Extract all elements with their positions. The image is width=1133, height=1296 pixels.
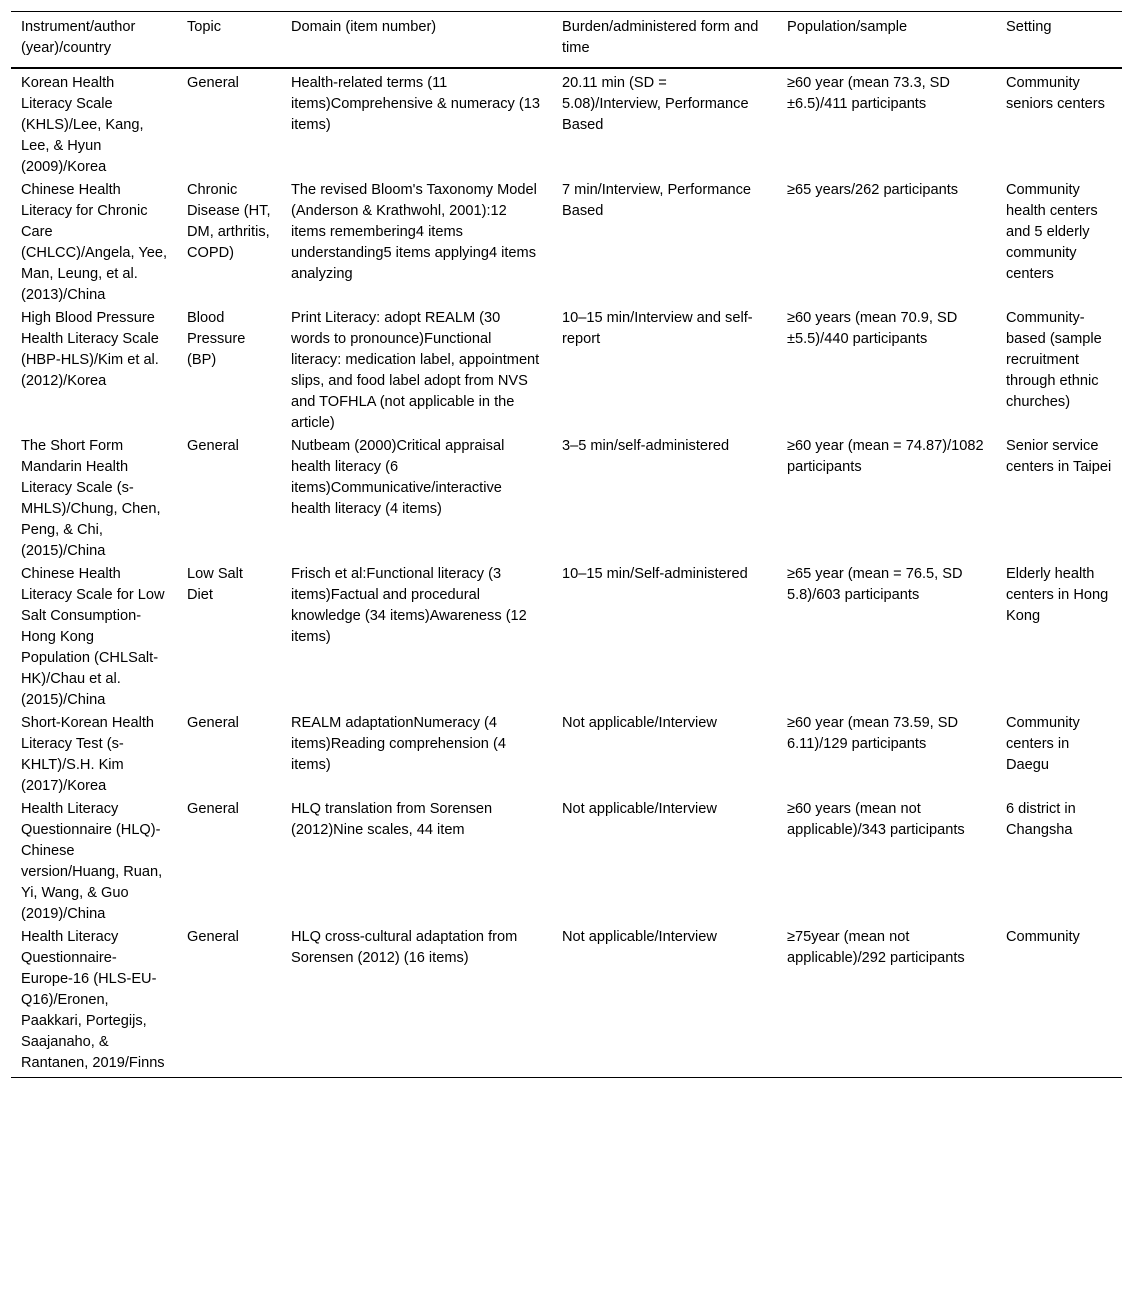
table-row bbox=[11, 926, 1122, 1078]
cell-domain: Nutbeam (2000)Critical appraisal health literacy (6 items)Communicative/interactive health literacy (4 items) bbox=[291, 438, 505, 517]
table-container bbox=[11, 11, 1122, 1078]
header-instrument: Instrument/author (year)/country bbox=[21, 19, 136, 56]
table-row bbox=[11, 563, 1122, 712]
cell-setting: 6 district in Changsha bbox=[1006, 801, 1076, 838]
cell-domain: REALM adaptationNumeracy (4 items)Reading comprehension (4 items) bbox=[291, 715, 506, 773]
cell-burden: Not applicable/Interview bbox=[562, 801, 717, 817]
cell-setting: Elderly health centers in Hong Kong bbox=[1006, 566, 1109, 624]
header-population: Population/sample bbox=[787, 19, 908, 35]
cell-topic: General bbox=[187, 801, 239, 817]
cell-setting: Community-based (sample recruitment through ethnic churches) bbox=[1006, 310, 1102, 410]
cell-topic: General bbox=[187, 715, 239, 731]
cell-domain: Print Literacy: adopt REALM (30 words to pronounce)Functional literacy: medication label, appointment slips, and food label adopt from NVS and TOFHLA (not applicable in the article) bbox=[291, 310, 540, 431]
table-row bbox=[11, 798, 1122, 926]
cell-domain: HLQ cross-cultural adaptation from Sorensen (2012) (16 items) bbox=[291, 929, 518, 966]
cell-burden: 10–15 min/Interview and self-report bbox=[562, 310, 753, 347]
cell-population: ≥65 year (mean = 76.5, SD 5.8)/603 participants bbox=[787, 566, 963, 603]
cell-population: ≥60 years (mean 70.9, SD ±5.5)/440 participants bbox=[787, 310, 958, 347]
cell-instrument: Health Literacy Questionnaire (HLQ)-Chinese version/Huang, Ruan, Yi, Wang, & Guo (2019)/China bbox=[21, 801, 163, 922]
cell-topic: Blood Pressure (BP) bbox=[187, 310, 246, 368]
header-row bbox=[11, 12, 1122, 69]
cell-population: ≥60 year (mean = 74.87)/1082 participants bbox=[787, 438, 984, 475]
table-row bbox=[11, 712, 1122, 798]
table-row bbox=[11, 307, 1122, 435]
cell-setting: Community health centers and 5 elderly community centers bbox=[1006, 182, 1098, 282]
cell-population: ≥60 years (mean not applicable)/343 participants bbox=[787, 801, 965, 838]
cell-setting: Senior service centers in Taipei bbox=[1006, 438, 1112, 475]
table-header bbox=[11, 12, 1122, 69]
table-body bbox=[11, 68, 1122, 1078]
cell-population: ≥60 year (mean 73.3, SD ±6.5)/411 participants bbox=[787, 75, 950, 112]
health-literacy-instruments-table bbox=[11, 11, 1122, 1078]
cell-instrument: The Short Form Mandarin Health Literacy Scale (s-MHLS)/Chung, Chen, Peng, & Chi, (2015)/China bbox=[21, 438, 161, 559]
table-row bbox=[11, 435, 1122, 563]
cell-burden: Not applicable/Interview bbox=[562, 715, 717, 731]
cell-topic: Low Salt Diet bbox=[187, 566, 243, 603]
cell-instrument: Health Literacy Questionnaire-Europe-16 (HLS-EU-Q16)/Eronen, Paakkari, Portegijs, Saajanaho, & Rantanen, 2019/Finns bbox=[21, 929, 165, 1071]
cell-instrument: Korean Health Literacy Scale (KHLS)/Lee, Kang, Lee, & Hyun (2009)/Korea bbox=[21, 75, 144, 175]
cell-topic: General bbox=[187, 438, 239, 454]
cell-burden: 10–15 min/Self-administered bbox=[562, 566, 748, 582]
table-row bbox=[11, 179, 1122, 307]
cell-burden: 20.11 min (SD = 5.08)/Interview, Performance Based bbox=[562, 75, 749, 133]
cell-topic: Chronic Disease (HT, DM, arthritis, COPD) bbox=[187, 182, 271, 261]
cell-domain: HLQ translation from Sorensen (2012)Nine scales, 44 item bbox=[291, 801, 493, 838]
cell-population: ≥60 year (mean 73.59, SD 6.11)/129 participants bbox=[787, 715, 959, 752]
cell-topic: General bbox=[187, 75, 239, 91]
cell-instrument: Chinese Health Literacy for Chronic Care (CHLCC)/Angela, Yee, Man, Leung, et al. (2013)/China bbox=[21, 182, 168, 303]
cell-instrument: High Blood Pressure Health Literacy Scale (HBP-HLS)/Kim et al. (2012)/Korea bbox=[21, 310, 159, 389]
cell-instrument: Short-Korean Health Literacy Test (s-KHLT)/S.H. Kim (2017)/Korea bbox=[21, 715, 155, 794]
table-row bbox=[11, 68, 1122, 179]
cell-domain: Health-related terms (11 items)Comprehensive & numeracy (13 items) bbox=[291, 75, 540, 133]
cell-instrument: Chinese Health Literacy Scale for Low Salt Consumption-Hong Kong Population (CHLSalt-HK)/Chau et al. (2015)/China bbox=[21, 566, 165, 708]
cell-setting: Community centers in Daegu bbox=[1006, 715, 1080, 773]
header-setting: Setting bbox=[1006, 19, 1052, 35]
cell-burden: 7 min/Interview, Performance Based bbox=[562, 182, 751, 219]
cell-topic: General bbox=[187, 929, 239, 945]
cell-burden: 3–5 min/self-administered bbox=[562, 438, 730, 454]
cell-domain: The revised Bloom's Taxonomy Model (Anderson & Krathwohl, 2001):12 items remembering4 items understanding5 items applying4 items analyzing bbox=[291, 182, 537, 282]
cell-population: ≥75year (mean not applicable)/292 participants bbox=[787, 929, 965, 966]
cell-setting: Community seniors centers bbox=[1006, 75, 1105, 112]
cell-domain: Frisch et al:Functional literacy (3 items)Factual and procedural knowledge (34 items)Awareness (12 items) bbox=[291, 566, 527, 645]
cell-population: ≥65 years/262 participants bbox=[787, 182, 959, 198]
header-topic: Topic bbox=[187, 19, 222, 35]
cell-burden: Not applicable/Interview bbox=[562, 929, 717, 945]
header-domain: Domain (item number) bbox=[291, 19, 437, 35]
header-burden: Burden/administered form and time bbox=[562, 19, 759, 56]
cell-setting: Community bbox=[1006, 929, 1080, 945]
